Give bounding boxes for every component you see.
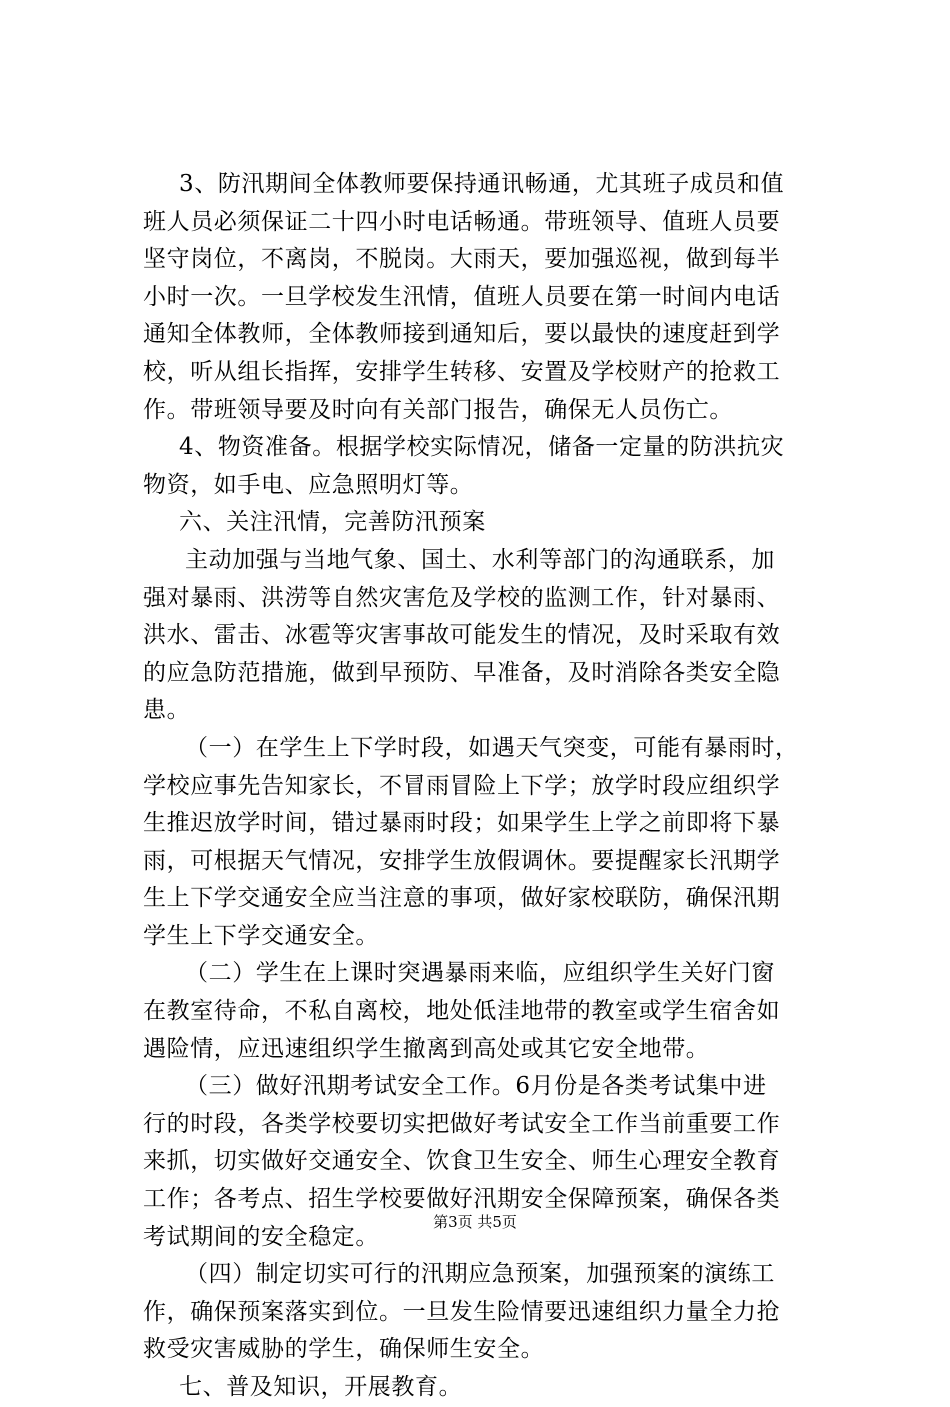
text-line: 考试期间的安全稳定。 xyxy=(143,1223,379,1250)
text-line: 班人员必须保证二十四小时电话畅通。带班领导、值班人员要 xyxy=(143,208,781,235)
text-line: 小时一次。一旦学校发生汛情，值班人员要在第一时间内电话 xyxy=(143,283,781,310)
text-line: 主动加强与当地气象、国土、水利等部门的沟通联系，加 xyxy=(185,546,775,573)
text-line: 行的时段，各类学校要切实把做好考试安全工作当前重要工作 xyxy=(143,1110,781,1137)
text-line: 工作；各考点、招生学校要做好汛期安全保障预案，确保各类 xyxy=(143,1186,781,1213)
text-line: 的应急防范措施，做到早预防、早准备，及时消除各类安全隐 xyxy=(143,659,781,686)
text-line: 4、物资准备。根据学校实际情况，储备一定量的防洪抗灾 xyxy=(179,434,785,461)
text-line: 救受灾害威胁的学生，确保师生安全。 xyxy=(143,1336,545,1363)
text-line: 雨，可根据天气情况，安排学生放假调休。要提醒家长汛期学 xyxy=(143,847,781,874)
text-line: 学校应事先告知家长，不冒雨冒险上下学；放学时段应组织学 xyxy=(143,772,781,799)
text-line: 洪水、雷击、冰雹等灾害事故可能发生的情况，及时采取有效 xyxy=(143,622,781,649)
text-line: 校，听从组长指挥，安排学生转移、安置及学校财产的抢救工 xyxy=(143,358,781,385)
text-line: 强对暴雨、洪涝等自然灾害危及学校的监测工作，针对暴雨、 xyxy=(143,584,781,611)
page-footer: 第3页 共5页 xyxy=(433,1213,517,1231)
text-line: （四）制定切实可行的汛期应急预案，加强预案的演练工 xyxy=(185,1261,775,1288)
text-line: 作。带班领导要及时向有关部门报告，确保无人员伤亡。 xyxy=(143,396,733,423)
text-line: 坚守岗位，不离岗，不脱岗。大雨天，要加强巡视，做到每半 xyxy=(143,246,781,273)
text-line: （一）在学生上下学时段，如遇天气突变，可能有暴雨时， xyxy=(185,734,799,761)
text-line: 作，确保预案落实到位。一旦发生险情要迅速组织力量全力抢 xyxy=(143,1298,781,1325)
text-line: 生推迟放学时间，错过暴雨时段；如果学生上学之前即将下暴 xyxy=(143,810,781,837)
text-line: 生上下学交通安全应当注意的事项，做好家校联防，确保汛期 xyxy=(143,885,781,912)
text-line: （三）做好汛期考试安全工作。6月份是各类考试集中进 xyxy=(185,1073,767,1100)
text-line: 通知全体教师，全体教师接到通知后，要以最快的速度赶到学 xyxy=(143,321,781,348)
text-line: 学生上下学交通安全。 xyxy=(143,922,379,949)
text-line: 3、防汛期间全体教师要保持通讯畅通，尤其班子成员和值 xyxy=(179,171,785,197)
text-line: 患。 xyxy=(143,697,191,724)
text-line: 在教室待命，不私自离校，地处低洼地带的教室或学生宿舍如 xyxy=(143,998,781,1025)
text-line: 遇险情，应迅速组织学生撤离到高处或其它安全地带。 xyxy=(143,1035,710,1062)
text-line: 来抓，切实做好交通安全、饮食卫生安全、师生心理安全教育 xyxy=(143,1148,781,1175)
text-line: 物资，如手电、应急照明灯等。 xyxy=(143,471,474,498)
text-line: 六、关注汛情，完善防汛预案 xyxy=(179,509,486,536)
text-line: （二）学生在上课时突遇暴雨来临，应组织学生关好门窗 xyxy=(185,960,775,987)
text-line: 七、普及知识，开展教育。 xyxy=(179,1374,463,1400)
